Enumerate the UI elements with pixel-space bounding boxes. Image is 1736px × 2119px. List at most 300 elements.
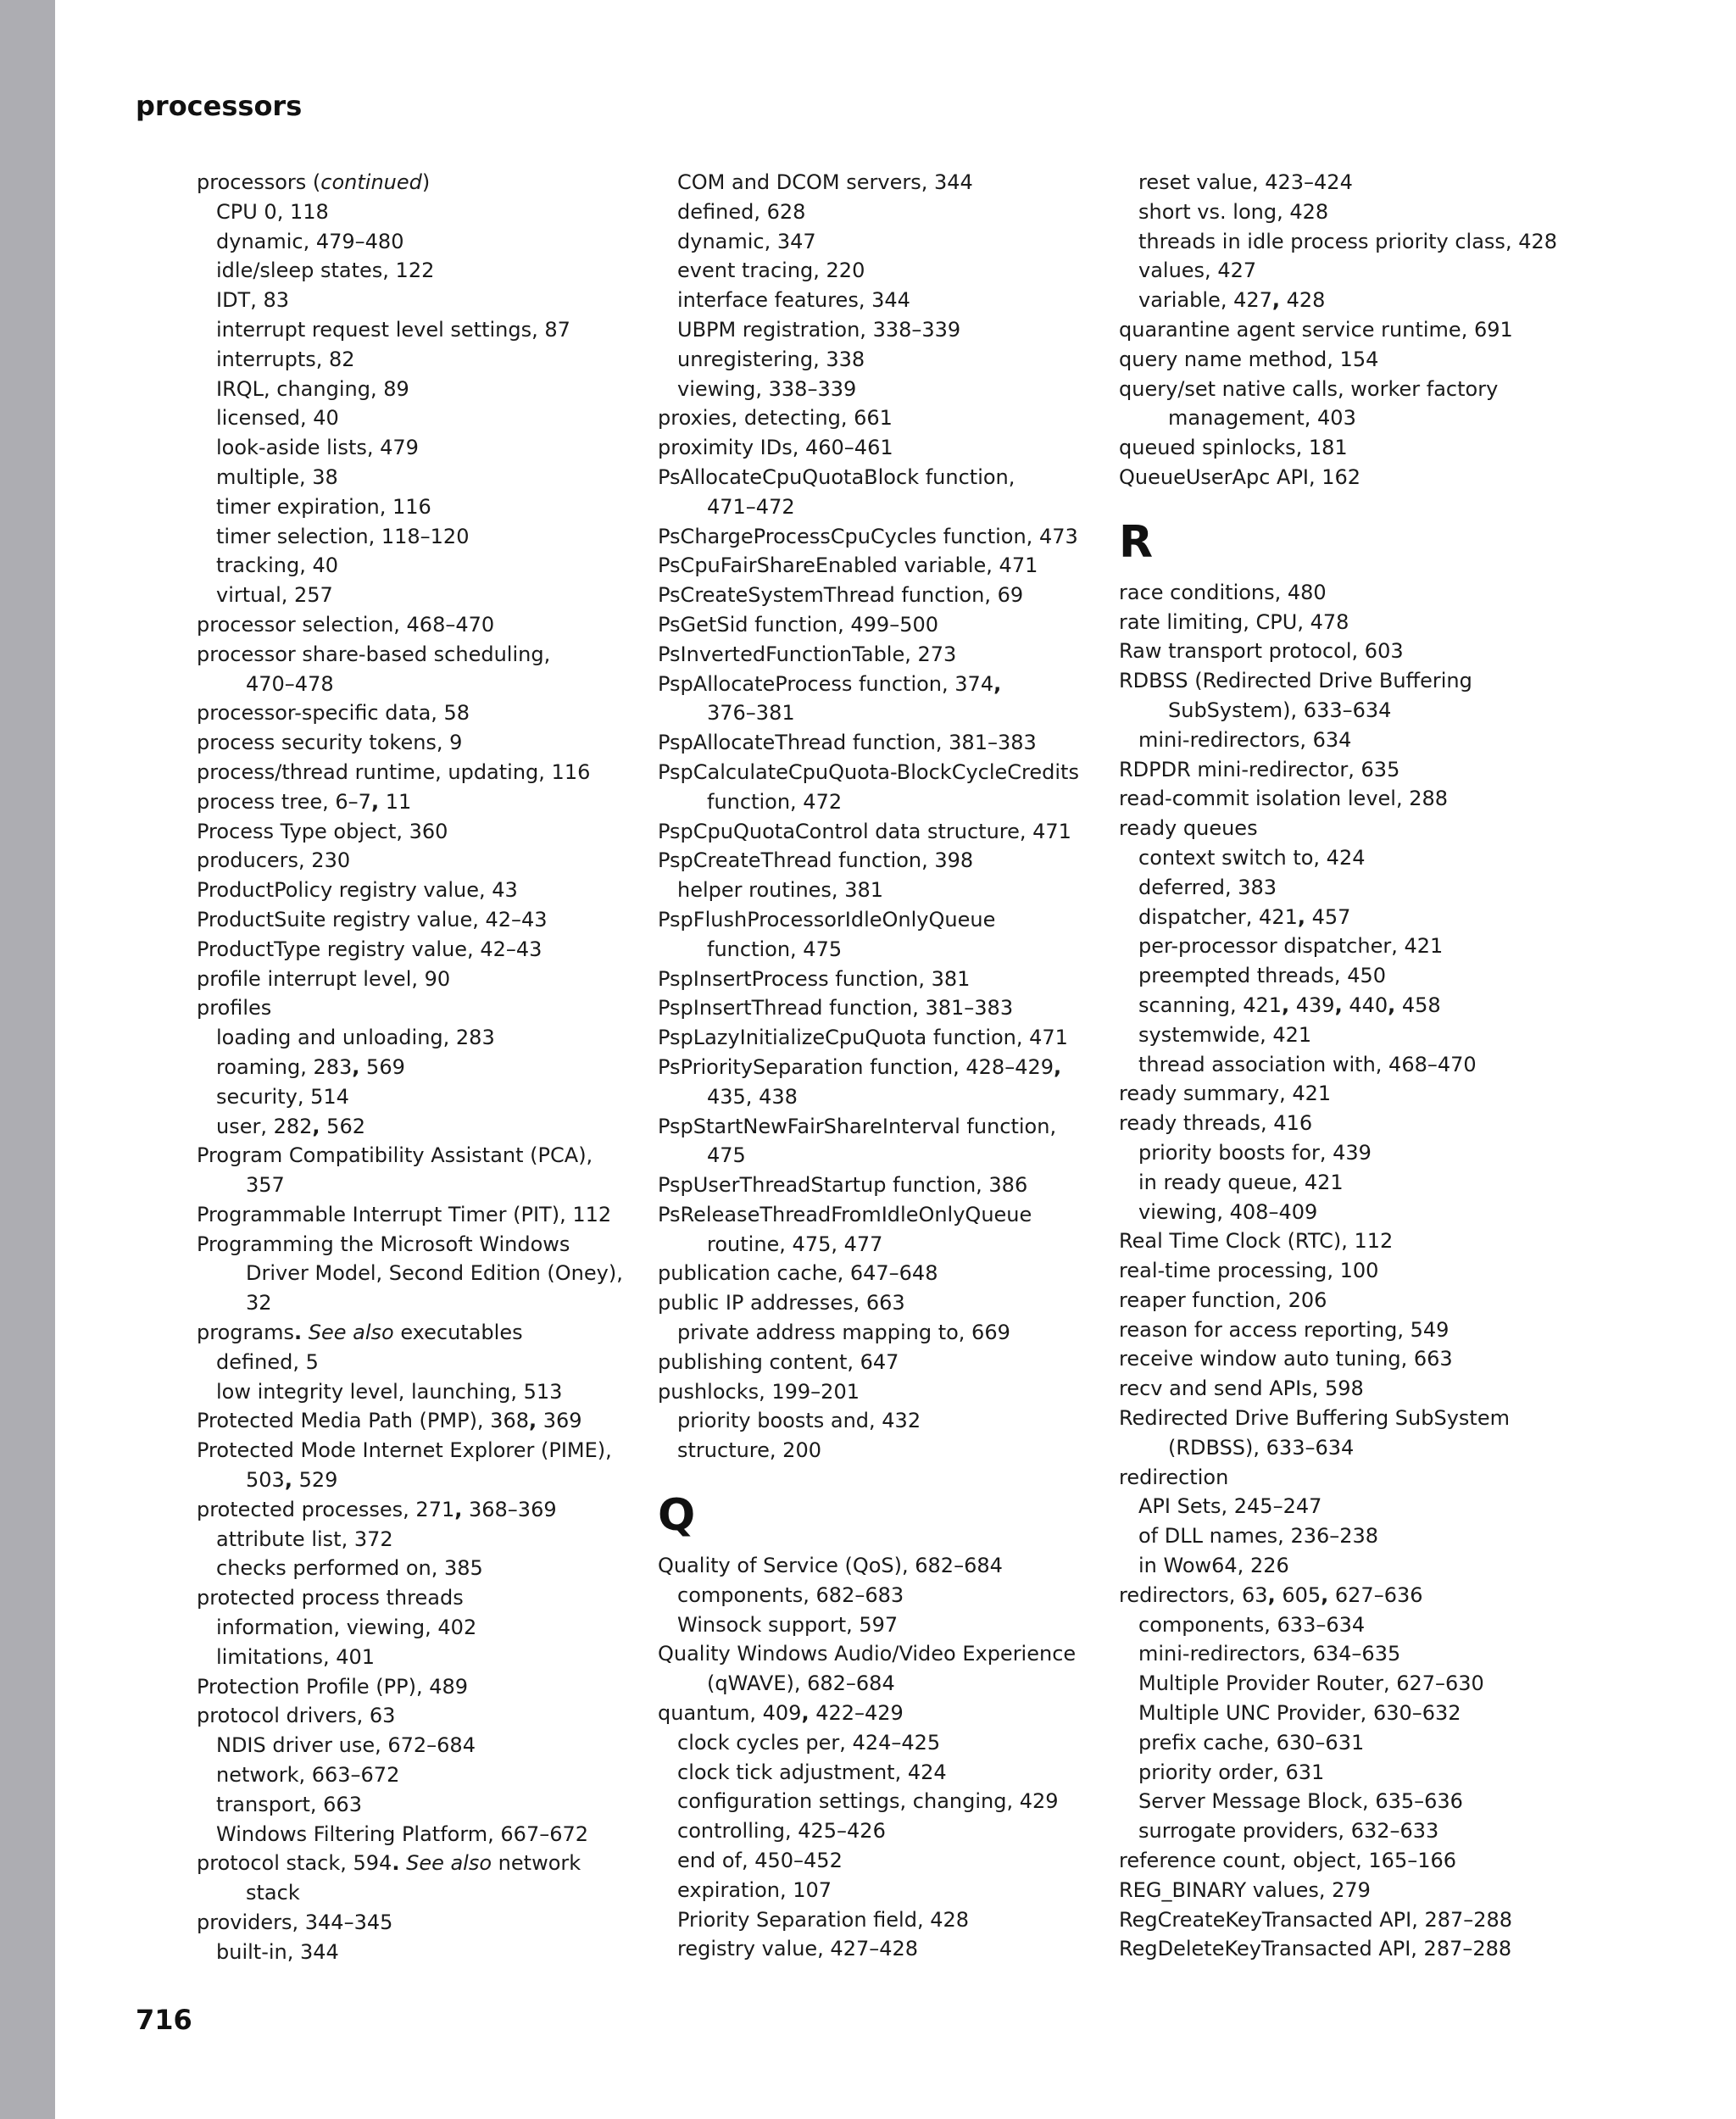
index-text: protected processes, 271 xyxy=(197,1497,455,1521)
index-entry xyxy=(658,640,1099,670)
index-subentry xyxy=(197,403,637,433)
index-entry xyxy=(658,1259,1099,1288)
index-text: UBPM registration, 338–339 xyxy=(677,317,961,342)
index-text: race conditions, 480 xyxy=(1119,580,1327,604)
index-text: Multiple UNC Provider, 630–632 xyxy=(1138,1701,1461,1726)
index-text: protected process threads xyxy=(197,1586,464,1610)
index-entry xyxy=(1119,1226,1560,1256)
index-text: licensed, 40 xyxy=(216,406,339,431)
index-text: QueueUserApc API, 162 xyxy=(1119,464,1361,489)
index-entry-continuation xyxy=(658,1141,1099,1171)
index-text: producers, 230 xyxy=(197,848,351,873)
index-column-1 xyxy=(197,168,637,1967)
index-entry xyxy=(1119,1463,1560,1493)
index-text: programs xyxy=(197,1321,294,1345)
index-text: PspInsertThread function, 381–383 xyxy=(658,996,1014,1021)
index-text: PspAllocateProcess function, 374 xyxy=(658,671,994,696)
index-subentry xyxy=(1119,227,1560,257)
index-text: RegCreateKeyTransacted API, 287–288 xyxy=(1119,1907,1513,1932)
index-subentry xyxy=(197,463,637,492)
index-subentry xyxy=(1119,1669,1560,1699)
index-entry xyxy=(197,935,637,965)
index-text: ProductType registry value, 42–43 xyxy=(197,937,542,961)
index-entry-continuation xyxy=(1119,696,1560,726)
index-subentry xyxy=(197,1348,637,1377)
index-entry xyxy=(658,670,1099,699)
index-text: 503 xyxy=(246,1468,285,1493)
index-text xyxy=(302,1321,309,1344)
index-text: See also xyxy=(406,1851,492,1876)
index-text: 470–478 xyxy=(246,671,334,696)
index-subentry xyxy=(1119,1610,1560,1640)
index-subentry xyxy=(658,1581,1099,1610)
index-subentry xyxy=(658,1406,1099,1436)
index-entry xyxy=(658,846,1099,876)
index-entry xyxy=(197,846,637,876)
index-text: PspFlushProcessorIdleOnlyQueue xyxy=(658,907,996,932)
index-text: deferred, 383 xyxy=(1138,875,1277,899)
index-text: dispatcher, 421 xyxy=(1138,904,1298,929)
index-subentry xyxy=(197,433,637,463)
index-entry xyxy=(197,728,637,758)
index-text: PsCreateSystemThread function, 69 xyxy=(658,583,1024,608)
index-text: PsInvertedFunctionTable, 273 xyxy=(658,642,957,666)
index-text: 439 xyxy=(1289,993,1335,1017)
index-entry xyxy=(1119,315,1560,345)
index-entry xyxy=(1119,578,1560,608)
index-subentry xyxy=(658,375,1099,404)
running-head: processors xyxy=(136,90,303,122)
index-subentry xyxy=(658,1846,1099,1876)
index-text: IRQL, changing, 89 xyxy=(216,376,409,401)
index-subentry xyxy=(1119,932,1560,961)
index-text: private address mapping to, 669 xyxy=(677,1321,1010,1345)
index-text: Program Compatibility Assistant (PCA), xyxy=(197,1143,593,1168)
index-text: of DLL names, 236–238 xyxy=(1138,1524,1379,1549)
index-subentry xyxy=(658,1816,1099,1846)
index-subentry xyxy=(197,1554,637,1583)
index-text: process tree, 6–7 xyxy=(197,789,371,814)
index-text: processor share-based scheduling, xyxy=(197,642,551,666)
index-entry xyxy=(197,1230,637,1260)
index-subentry xyxy=(197,581,637,610)
index-text: REG_BINARY values, 279 xyxy=(1119,1877,1371,1902)
index-text: information, viewing, 402 xyxy=(216,1616,477,1640)
index-subentry xyxy=(197,1790,637,1820)
index-entry xyxy=(658,965,1099,994)
index-text: See also xyxy=(308,1321,394,1345)
index-text: Programming the Microsoft Windows xyxy=(197,1232,570,1256)
index-text: . xyxy=(392,1851,400,1876)
index-text: ready queues xyxy=(1119,816,1258,841)
index-text: Priority Separation field, 428 xyxy=(677,1907,970,1932)
index-subentry xyxy=(197,345,637,375)
index-entry xyxy=(197,758,637,787)
index-subentry xyxy=(197,1731,637,1760)
index-text: Protected Mode Internet Explorer (PIME), xyxy=(197,1438,612,1463)
index-text: RDBSS (Redirected Drive Buffering xyxy=(1119,669,1472,693)
index-text: Protected Media Path (PMP), 368 xyxy=(197,1409,529,1433)
index-text: transport, 663 xyxy=(216,1792,362,1816)
index-text: , xyxy=(993,671,1002,696)
index-subentry xyxy=(658,286,1099,315)
index-text: ) xyxy=(421,170,431,194)
index-entry xyxy=(197,610,637,640)
index-text: PspStartNewFairShareInterval function, xyxy=(658,1114,1057,1138)
index-entry xyxy=(658,728,1099,758)
index-text: in Wow64, 226 xyxy=(1138,1554,1289,1578)
index-text: 435, 438 xyxy=(707,1084,798,1109)
index-text: reason for access reporting, 549 xyxy=(1119,1317,1449,1342)
index-text: redirectors, 63 xyxy=(1119,1582,1268,1607)
index-subentry xyxy=(197,1377,637,1407)
index-text: event tracing, 220 xyxy=(677,259,865,283)
index-subentry xyxy=(1119,256,1560,286)
index-text: PsCpuFairShareEnabled variable, 471 xyxy=(658,553,1038,578)
index-entry xyxy=(1119,755,1560,785)
index-text: 357 xyxy=(246,1173,285,1198)
index-text: Winsock support, 597 xyxy=(677,1612,899,1637)
index-text: PsAllocateCpuQuotaBlock function, xyxy=(658,464,1015,489)
index-text: management, 403 xyxy=(1168,406,1356,431)
index-subentry xyxy=(197,1053,637,1082)
index-text: CPU 0, 118 xyxy=(216,199,329,224)
index-text: , xyxy=(1267,1582,1276,1607)
index-text: prefix cache, 630–631 xyxy=(1138,1730,1365,1755)
index-subentry xyxy=(197,492,637,522)
index-text: systemwide, 421 xyxy=(1138,1022,1312,1047)
index-entry-continuation xyxy=(658,1230,1099,1260)
index-text: Process Type object, 360 xyxy=(197,819,448,843)
index-subentry xyxy=(658,227,1099,257)
index-text: reference count, object, 165–166 xyxy=(1119,1849,1457,1873)
index-entry xyxy=(658,1377,1099,1407)
index-subentry xyxy=(1119,1050,1560,1080)
index-text: preempted threads, 450 xyxy=(1138,964,1386,988)
index-text: interrupts, 82 xyxy=(216,347,355,371)
index-entry xyxy=(197,876,637,905)
index-subentry xyxy=(1119,1198,1560,1227)
index-entry-continuation xyxy=(658,492,1099,522)
index-entry xyxy=(197,1495,637,1525)
index-subentry xyxy=(1119,286,1560,315)
index-text: pushlocks, 199–201 xyxy=(658,1379,860,1404)
index-text: RDPDR mini-redirector, 635 xyxy=(1119,757,1400,781)
index-letter-heading: R xyxy=(1119,516,1154,568)
index-subentry xyxy=(658,1934,1099,1964)
index-text: PspCalculateCpuQuota-BlockCycleCredits xyxy=(658,759,1079,784)
index-text: recv and send APIs, 598 xyxy=(1119,1377,1364,1401)
index-text: context switch to, 424 xyxy=(1138,845,1366,870)
index-subentry xyxy=(1119,1816,1560,1846)
index-text: PspLazyInitializeCpuQuota function, 471 xyxy=(658,1026,1068,1050)
index-text: PspAllocateThread function, 381–383 xyxy=(658,731,1037,755)
index-text: reaper function, 206 xyxy=(1119,1288,1327,1312)
index-entry xyxy=(658,610,1099,640)
index-text: idle/sleep states, 122 xyxy=(216,259,435,283)
index-entry xyxy=(1119,1374,1560,1404)
index-text: 440 xyxy=(1342,993,1388,1017)
index-text: look-aside lists, 479 xyxy=(216,436,419,460)
index-text: PspCreateThread function, 398 xyxy=(658,848,974,873)
index-text: function, 472 xyxy=(707,789,843,814)
index-text: variable, 427 xyxy=(1138,288,1272,313)
index-entry-continuation xyxy=(197,670,637,699)
index-entry xyxy=(197,1849,637,1878)
index-text: 32 xyxy=(246,1291,272,1315)
index-text: providers, 344–345 xyxy=(197,1910,393,1935)
index-text: processor selection, 468–470 xyxy=(197,612,495,637)
index-subentry xyxy=(1119,1521,1560,1551)
index-entry xyxy=(658,433,1099,463)
index-text: mini-redirectors, 634 xyxy=(1138,727,1352,752)
index-entry xyxy=(1119,1286,1560,1315)
index-entry xyxy=(658,1200,1099,1230)
index-subentry xyxy=(1119,843,1560,873)
index-entry xyxy=(1119,784,1560,814)
index-text: read-commit isolation level, 288 xyxy=(1119,787,1449,811)
index-text: values, 427 xyxy=(1138,259,1257,283)
index-text: quantum, 409 xyxy=(658,1701,802,1726)
index-entry-continuation xyxy=(658,787,1099,817)
index-text: dynamic, 479–480 xyxy=(216,229,404,253)
index-entry xyxy=(1119,345,1560,375)
index-text: , xyxy=(312,1114,320,1138)
index-text: 475 xyxy=(707,1143,746,1168)
index-text: , xyxy=(1054,1054,1062,1079)
index-subentry xyxy=(658,197,1099,227)
index-subentry xyxy=(658,345,1099,375)
index-text: PsReleaseThreadFromIdleOnlyQueue xyxy=(658,1202,1032,1226)
index-text: defined, 628 xyxy=(677,199,806,224)
index-entry xyxy=(197,1318,637,1348)
index-text: timer expiration, 116 xyxy=(216,494,431,519)
index-text: ProductSuite registry value, 42–43 xyxy=(197,907,548,932)
index-subentry xyxy=(197,1643,637,1672)
index-text: unregistering, 338 xyxy=(677,347,865,371)
index-text: thread association with, 468–470 xyxy=(1138,1052,1477,1076)
index-entry-continuation xyxy=(658,698,1099,728)
index-subentry xyxy=(1119,873,1560,903)
index-entry xyxy=(197,640,637,670)
index-subentry xyxy=(1119,1787,1560,1816)
index-text: built-in, 344 xyxy=(216,1939,339,1964)
index-text: proximity IDs, 460–461 xyxy=(658,436,893,460)
index-entry xyxy=(1119,1905,1560,1935)
index-text: , xyxy=(1297,904,1305,929)
index-text: in ready queue, 421 xyxy=(1138,1170,1344,1194)
index-entry xyxy=(1119,1581,1560,1610)
index-text: configuration settings, changing, 429 xyxy=(677,1789,1059,1814)
index-text: SubSystem), 633–634 xyxy=(1168,698,1392,722)
index-text: public IP addresses, 663 xyxy=(658,1291,905,1315)
index-text: Quality Windows Audio/Video Experience xyxy=(658,1642,1077,1666)
index-entry-continuation xyxy=(658,1669,1099,1699)
index-entry xyxy=(197,1406,637,1436)
index-text: continued xyxy=(320,170,422,194)
index-subentry xyxy=(197,1082,637,1112)
index-subentry xyxy=(658,1436,1099,1466)
index-subentry xyxy=(197,1023,637,1053)
index-entry xyxy=(658,817,1099,847)
index-subentry xyxy=(197,315,637,345)
index-subentry xyxy=(197,1525,637,1554)
index-text: Redirected Drive Buffering SubSystem xyxy=(1119,1406,1510,1431)
index-text: profile interrupt level, 90 xyxy=(197,966,451,991)
index-entry xyxy=(197,993,637,1023)
index-text: interface features, 344 xyxy=(677,288,910,313)
index-text: real-time processing, 100 xyxy=(1119,1259,1379,1283)
index-text: tracking, 40 xyxy=(216,553,338,578)
index-column-2 xyxy=(658,168,1099,1964)
index-text: publication cache, 647–648 xyxy=(658,1261,938,1286)
index-text: 458 xyxy=(1395,993,1441,1017)
index-text: rate limiting, CPU, 478 xyxy=(1119,609,1349,634)
index-text: multiple, 38 xyxy=(216,464,338,489)
index-entry-continuation xyxy=(197,1259,637,1288)
index-text: 529 xyxy=(292,1468,338,1493)
index-text xyxy=(399,1851,406,1875)
index-subentry xyxy=(1119,197,1560,227)
index-subentry xyxy=(197,375,637,404)
index-subentry xyxy=(658,1728,1099,1758)
index-entry xyxy=(658,1348,1099,1377)
index-entry xyxy=(197,1908,637,1938)
index-text: PsGetSid function, 499–500 xyxy=(658,612,939,637)
index-entry xyxy=(1119,463,1560,492)
index-text: Multiple Provider Router, 627–630 xyxy=(1138,1671,1484,1696)
index-text: protocol drivers, 63 xyxy=(197,1704,396,1728)
index-entry xyxy=(1119,1256,1560,1286)
index-text: viewing, 408–409 xyxy=(1138,1199,1318,1224)
index-entry xyxy=(1119,1109,1560,1138)
index-text: , xyxy=(370,789,380,814)
index-text: protocol stack, 594 xyxy=(197,1851,392,1876)
index-subentry xyxy=(1119,726,1560,755)
index-subentry xyxy=(1119,1138,1560,1168)
index-subentry xyxy=(658,1787,1099,1816)
index-text: 457 xyxy=(1305,904,1351,929)
index-text: executables xyxy=(393,1321,523,1345)
index-entry xyxy=(658,1112,1099,1142)
side-margin-bar xyxy=(0,0,55,2119)
index-text: Quality of Service (QoS), 682–684 xyxy=(658,1554,1003,1578)
index-text: 11 xyxy=(379,789,412,814)
index-subentry xyxy=(197,1613,637,1643)
index-subentry xyxy=(1119,1551,1560,1581)
index-text: processors ( xyxy=(197,170,321,194)
index-text: network, 663–672 xyxy=(216,1763,400,1788)
index-text: network xyxy=(492,1851,581,1876)
index-subentry xyxy=(197,197,637,227)
index-subentry xyxy=(197,551,637,581)
index-entry xyxy=(658,463,1099,492)
index-text: controlling, 425–426 xyxy=(677,1819,886,1844)
index-text: NDIS driver use, 672–684 xyxy=(216,1733,476,1758)
index-entry xyxy=(658,1053,1099,1082)
index-text: queued spinlocks, 181 xyxy=(1119,436,1348,460)
index-entry xyxy=(1119,1079,1560,1109)
index-text: helper routines, 381 xyxy=(677,878,883,903)
index-text: virtual, 257 xyxy=(216,583,333,608)
index-text: query name method, 154 xyxy=(1119,347,1379,371)
index-text: , xyxy=(284,1468,292,1493)
index-entry-continuation xyxy=(1119,403,1560,433)
index-text: scanning, 421 xyxy=(1138,993,1283,1017)
index-text: expiration, 107 xyxy=(677,1877,832,1902)
index-text: 422–429 xyxy=(809,1701,904,1726)
index-entry xyxy=(197,1436,637,1466)
index-text: roaming, 283 xyxy=(216,1054,353,1079)
index-text: defined, 5 xyxy=(216,1349,319,1374)
index-text: priority boosts for, 439 xyxy=(1138,1140,1372,1165)
index-text: , xyxy=(454,1497,463,1521)
index-entry xyxy=(1119,1344,1560,1374)
index-text: quarantine agent service runtime, 691 xyxy=(1119,317,1513,342)
index-subentry xyxy=(1119,1758,1560,1788)
index-entry xyxy=(658,1639,1099,1669)
index-text: PspCpuQuotaControl data structure, 471 xyxy=(658,819,1071,843)
index-entry xyxy=(658,403,1099,433)
index-subentry xyxy=(658,876,1099,905)
index-entry xyxy=(1119,375,1560,404)
index-text: RegDeleteKeyTransacted API, 287–288 xyxy=(1119,1937,1512,1961)
index-entry xyxy=(197,168,637,197)
index-text: PsPrioritySeparation function, 428–429 xyxy=(658,1054,1054,1079)
index-text: redirection xyxy=(1119,1465,1229,1489)
index-text: routine, 475, 477 xyxy=(707,1232,883,1256)
index-subentry xyxy=(1119,991,1560,1021)
index-text: components, 682–683 xyxy=(677,1582,904,1607)
index-entry xyxy=(658,905,1099,935)
index-text: components, 633–634 xyxy=(1138,1612,1366,1637)
index-entry xyxy=(197,1200,637,1230)
index-entry-continuation xyxy=(1119,1433,1560,1463)
index-text: process/thread runtime, updating, 116 xyxy=(197,759,591,784)
index-entry xyxy=(658,1288,1099,1318)
index-entry xyxy=(1119,1934,1560,1964)
index-subentry xyxy=(1119,1699,1560,1728)
index-text: clock cycles per, 424–425 xyxy=(677,1730,941,1755)
index-subentry xyxy=(658,1758,1099,1788)
index-entry xyxy=(1119,1404,1560,1433)
index-text: user, 282 xyxy=(216,1114,313,1138)
index-text: ready threads, 416 xyxy=(1119,1111,1313,1136)
index-text: timer selection, 118–120 xyxy=(216,524,470,548)
index-text: Windows Filtering Platform, 667–672 xyxy=(216,1821,589,1846)
index-text: ProductPolicy registry value, 43 xyxy=(197,878,518,903)
index-entry xyxy=(1119,433,1560,463)
index-text: publishing content, 647 xyxy=(658,1349,899,1374)
index-entry xyxy=(1119,608,1560,637)
index-text: processor-specific data, 58 xyxy=(197,701,470,726)
index-entry xyxy=(197,965,637,994)
index-subentry xyxy=(658,256,1099,286)
index-text: stack xyxy=(246,1881,300,1905)
index-text: ready summary, 421 xyxy=(1119,1082,1332,1106)
index-subentry xyxy=(1119,903,1560,932)
index-subentry xyxy=(197,1820,637,1849)
index-text: 562 xyxy=(320,1114,365,1138)
index-entry xyxy=(1119,814,1560,843)
index-text: PspInsertProcess function, 381 xyxy=(658,966,971,991)
index-text: (qWAVE), 682–684 xyxy=(707,1671,895,1696)
index-entry xyxy=(197,698,637,728)
index-text: proxies, detecting, 661 xyxy=(658,406,893,431)
index-text: registry value, 427–428 xyxy=(677,1937,919,1961)
index-text: , xyxy=(1334,993,1343,1017)
index-subentry xyxy=(658,168,1099,197)
